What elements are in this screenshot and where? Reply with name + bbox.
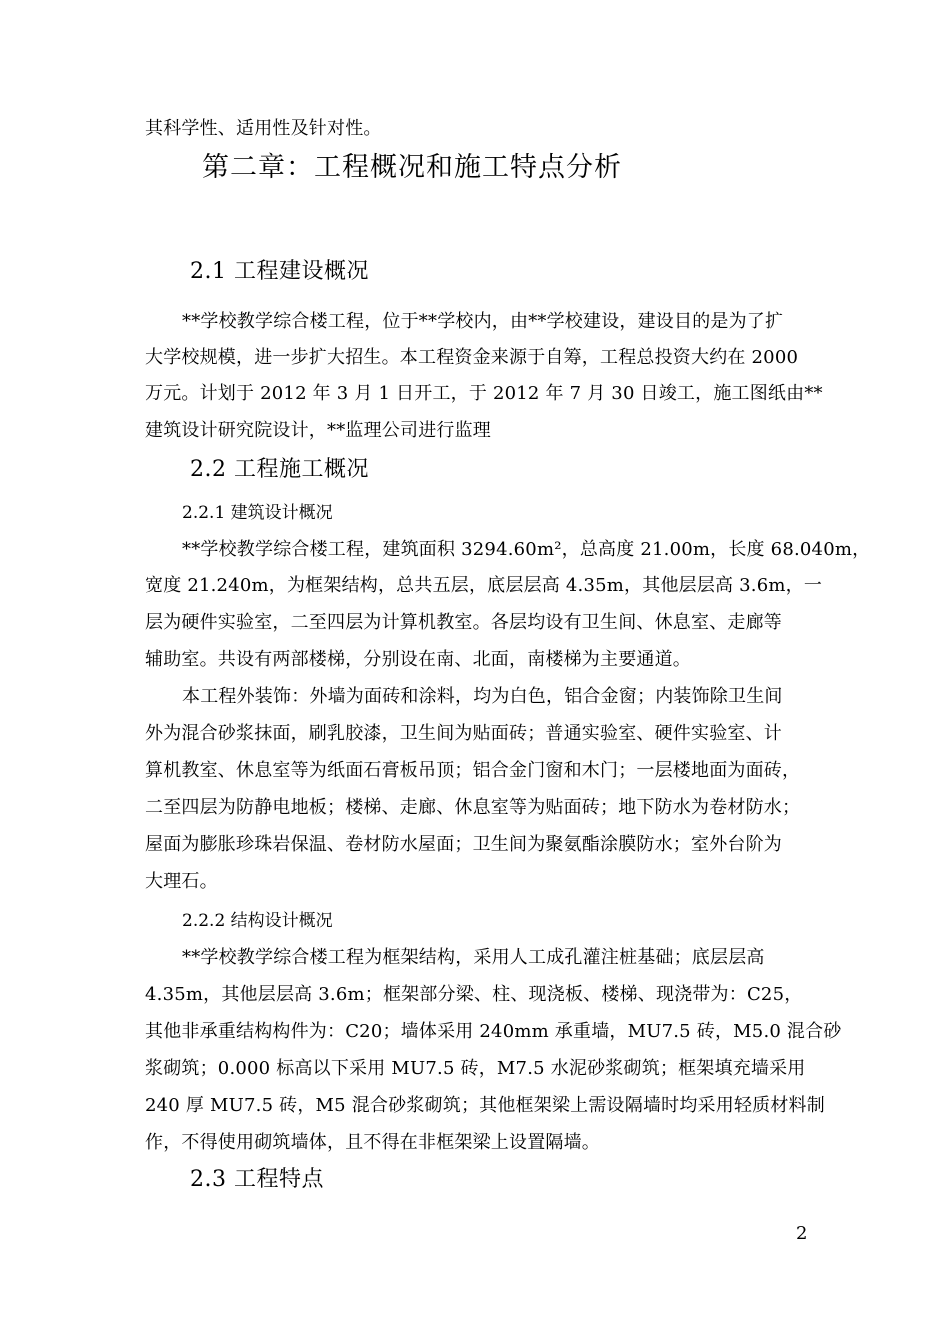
text-line: **学校教学综合楼工程，建筑面积 3294.60m²，总高度 21.00m，长度 68.040m， (182, 539, 871, 560)
text-line: 本工程外装饰：外墙为面砖和涂料，均为白色，铝合金窗；内装饰除卫生间 (182, 686, 783, 707)
text-line: 其科学性、适用性及针对性。 (145, 118, 382, 139)
subsection-heading-2-2-2: 2.2.2 结构设计概况 (182, 911, 333, 931)
text-line: 建筑设计研究院设计，**监理公司进行监理 (145, 420, 491, 441)
text-line: 算机教室、休息室等为纸面石膏板吊顶；铝合金门窗和木门；一层楼地面为面砖， (145, 760, 801, 781)
text-line: 浆砌筑；0.000 标高以下采用 MU7.5 砖，M7.5 水泥砂浆砌筑；框架填充墙采用 (145, 1058, 806, 1079)
section-heading-2-1: 2.1 工程建设概况 (190, 259, 369, 284)
text-line: 二至四层为防静电地板；楼梯、走廊、休息室等为贴面砖；地下防水为卷材防水； (145, 797, 801, 818)
text-line: 万元。计划于 2012 年 3 月 1 日开工，于 2012 年 7 月 30 日竣工，施工图纸由** (145, 383, 823, 404)
text-line: **学校教学综合楼工程为框架结构，采用人工成孔灌注桩基础；底层层高 (182, 947, 765, 968)
page-number: 2 (796, 1223, 808, 1244)
text-line: 大学校规模，进一步扩大招生。本工程资金来源于自筹，工程总投资大约在 2000 (145, 347, 799, 368)
subsection-heading-2-2-1: 2.2.1 建筑设计概况 (182, 503, 333, 523)
text-line: **学校教学综合楼工程，位于**学校内，由**学校建设，建设目的是为了扩 (182, 311, 784, 332)
text-line: 作，不得使用砌筑墙体，且不得在非框架梁上设置隔墙。 (145, 1132, 600, 1153)
text-line: 宽度 21.240m，为框架结构，总共五层，底层层高 4.35m，其他层层高 3.6m，一 (145, 575, 823, 596)
chapter-title: 第二章：工程概况和施工特点分析 (202, 152, 622, 183)
text-line: 240 厚 MU7.5 砖，M5 混合砂浆砌筑；其他框架梁上需设隔墙时均采用轻质材料制 (145, 1095, 825, 1116)
section-heading-2-3: 2.3 工程特点 (190, 1167, 324, 1192)
section-heading-2-2: 2.2 工程施工概况 (190, 457, 369, 482)
text-line: 屋面为膨胀珍珠岩保温、卷材防水屋面；卫生间为聚氨酯涂膜防水；室外台阶为 (145, 834, 782, 855)
text-line: 4.35m，其他层层高 3.6m；框架部分梁、柱、现浇板、楼梯、现浇带为：C25， (145, 984, 803, 1005)
text-line: 外为混合砂浆抹面，刷乳胶漆，卫生间为贴面砖；普通实验室、硬件实验室、计 (145, 723, 782, 744)
text-line: 层为硬件实验室，二至四层为计算机教室。各层均设有卫生间、休息室、走廊等 (145, 612, 782, 633)
text-line: 大理石。 (145, 871, 218, 892)
text-line: 辅助室。共设有两部楼梯，分别设在南、北面，南楼梯为主要通道。 (145, 649, 691, 670)
text-line: 其他非承重结构构件为：C20；墙体采用 240mm 承重墙，MU7.5 砖，M5.0 混合砂 (145, 1021, 842, 1042)
